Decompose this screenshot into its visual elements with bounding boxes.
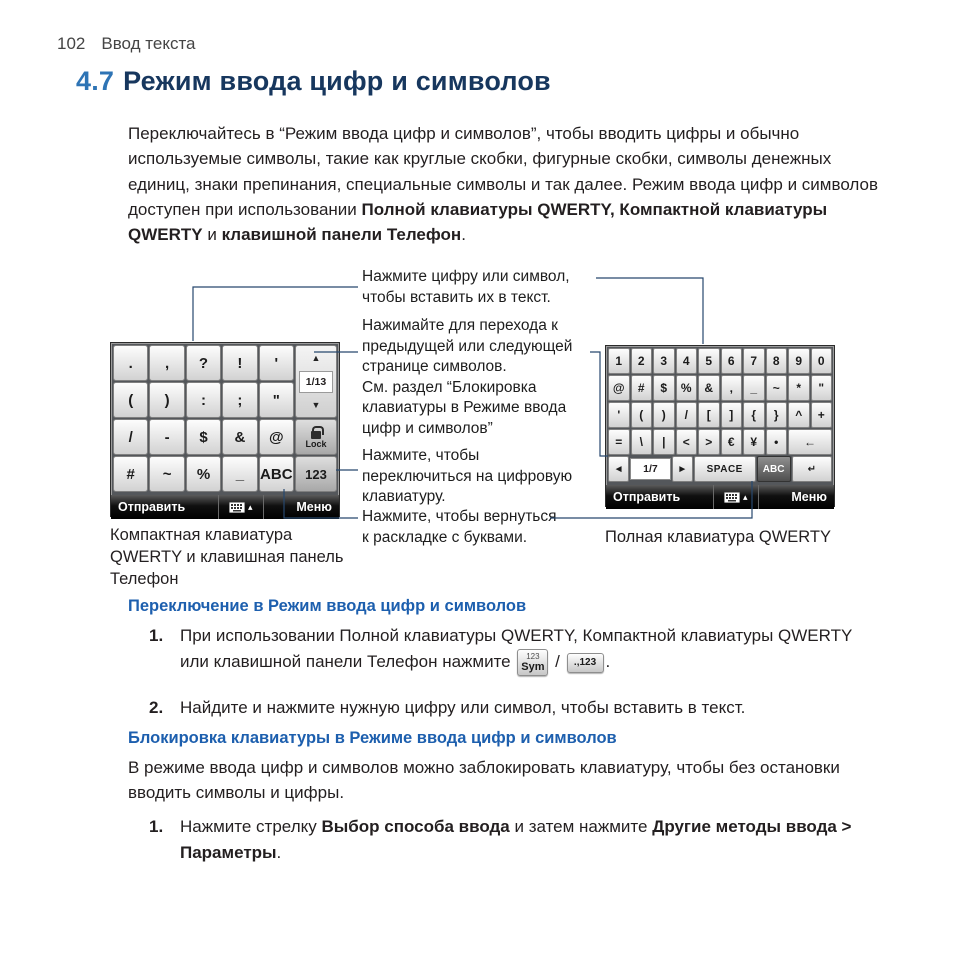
page-up-icon[interactable]: ▲: [311, 353, 321, 364]
key-?[interactable]: ?: [186, 345, 221, 381]
keyboard-row: [608, 402, 832, 428]
intro-paragraph: [128, 121, 890, 247]
key-{[interactable]: {: [743, 402, 765, 428]
step-text-part: /: [550, 652, 565, 671]
step-text-part: и затем нажмите: [509, 817, 653, 836]
lock-icon: [311, 431, 321, 439]
key-4[interactable]: 4: [676, 348, 698, 374]
full-keyboard-bottom-bar: [606, 485, 834, 509]
keyboard-icon: [229, 502, 245, 513]
step-bold-part: Другие методы ввода > Параметры: [180, 817, 852, 862]
compact-keyboard: [110, 342, 340, 517]
key-<[interactable]: <: [676, 429, 698, 455]
keyboard-row: [608, 429, 832, 455]
keyboard-row: [113, 419, 294, 455]
enter-key[interactable]: ↵: [792, 456, 832, 482]
step-bold-part: Выбор способа ввода: [321, 817, 510, 836]
key-([interactable]: (: [631, 402, 653, 428]
step-number: 1.: [149, 626, 164, 645]
next-page-key[interactable]: ►: [672, 456, 693, 482]
key-←[interactable]: ←: [788, 429, 832, 455]
key-#[interactable]: #: [113, 456, 148, 492]
selector-up-arrow-icon: ▴: [743, 491, 748, 502]
send-button[interactable]: Отправить: [118, 500, 186, 514]
key-5[interactable]: 5: [698, 348, 720, 374]
section-title: [76, 66, 551, 97]
callout-line-text: клавиатуру.: [362, 488, 446, 505]
key-@[interactable]: @: [608, 375, 630, 401]
key-*[interactable]: *: [788, 375, 810, 401]
sym-key-bottom-label: Sym: [521, 660, 545, 673]
sym-key-icon[interactable]: [517, 649, 548, 676]
sym-key-top-label: 123: [526, 651, 540, 661]
step-text: [180, 814, 880, 866]
section-title-text: Режим ввода цифр и символов: [123, 66, 551, 96]
key-_[interactable]: _: [222, 456, 257, 492]
keyboard-row: [113, 382, 294, 418]
callout-line-text: предыдущей или следующей: [362, 337, 573, 355]
page-indicator: 1/13: [299, 371, 333, 393]
step-text-part: .: [605, 652, 611, 671]
key-ABC[interactable]: ABC: [259, 456, 294, 492]
lock-intro-paragraph: В режиме ввода цифр и символов можно заблокировать клавиатуру, чтобы без остановки вводить символы и цифры.: [128, 758, 840, 803]
menu-button[interactable]: Меню: [791, 490, 827, 504]
section-number: 4.7: [76, 66, 115, 96]
compact-keyboard-keys: [111, 343, 339, 494]
page-number: 102: [57, 34, 86, 53]
intro-bold-1: Полной клавиатуры QWERTY, Компактной клавиатуры QWERTY: [128, 199, 828, 245]
key-|[interactable]: |: [653, 429, 675, 455]
callout-line-text: клавиатуры в Режиме ввода: [362, 399, 567, 416]
key-"[interactable]: ": [259, 382, 294, 418]
key-"[interactable]: ": [811, 375, 833, 401]
step-text: [180, 623, 880, 676]
keyboard-row: [113, 456, 294, 492]
keyboard-icon: [724, 492, 740, 503]
full-keyboard-caption: Полная клавиатура QWERTY: [605, 528, 831, 546]
send-button[interactable]: Отправить: [613, 490, 681, 504]
key-\[interactable]: \: [631, 429, 653, 455]
full-qwerty-keyboard: [605, 345, 835, 507]
callout-line-text: Нажмите, чтобы вернуться: [362, 508, 557, 525]
num123-key-icon[interactable]: .,123: [567, 653, 604, 673]
compact-keyboard-bottom-bar: [111, 495, 339, 519]
key-9[interactable]: 9: [788, 348, 810, 374]
step-item: [149, 623, 880, 676]
callout-line-text: странице символов.: [362, 358, 507, 375]
key-%[interactable]: %: [186, 456, 221, 492]
key-%[interactable]: %: [676, 375, 698, 401]
callout-page-navigation: [362, 316, 612, 439]
key-)[interactable]: ): [149, 382, 184, 418]
key-#[interactable]: #: [631, 375, 653, 401]
step-item: [149, 814, 880, 866]
key-@[interactable]: @: [259, 419, 294, 455]
input-method-selector[interactable]: [218, 495, 264, 519]
key-)[interactable]: ): [653, 402, 675, 428]
callout-line-text: к раскладке с буквами.: [362, 528, 528, 546]
key-~[interactable]: ~: [149, 456, 184, 492]
page-indicator: 1/7: [630, 458, 670, 480]
key-[[interactable]: [: [698, 402, 720, 428]
keyboard-row: [608, 348, 832, 374]
key-0[interactable]: 0: [811, 348, 833, 374]
lock-key[interactable]: [295, 419, 337, 455]
subsection-heading-lock: Блокировка клавиатуры в Режиме ввода цифр и символов: [128, 729, 617, 747]
key-2[interactable]: 2: [631, 348, 653, 374]
step-text: Найдите и нажмите нужную цифру или символ, чтобы вставить в текст.: [180, 698, 746, 717]
key-8[interactable]: 8: [766, 348, 788, 374]
menu-button[interactable]: Меню: [296, 500, 332, 514]
key-'[interactable]: ': [259, 345, 294, 381]
key-&[interactable]: &: [698, 375, 720, 401]
key-/[interactable]: /: [676, 402, 698, 428]
key-&[interactable]: &: [222, 419, 257, 455]
step-item: [149, 695, 880, 721]
key-.[interactable]: .: [113, 345, 148, 381]
key-¥[interactable]: ¥: [743, 429, 765, 455]
abc-mode-key[interactable]: ABC: [757, 456, 791, 482]
key-([interactable]: (: [113, 382, 148, 418]
subsection-heading-switch: Переключение в Режим ввода цифр и символов: [128, 597, 527, 615]
callout-numeric-keyboard: [362, 446, 612, 508]
lock-key-label: Lock: [305, 438, 327, 449]
callout-line-text: переключиться на цифровую: [362, 467, 573, 485]
key-^[interactable]: ^: [788, 402, 810, 428]
step-text-part: Нажмите стрелку: [180, 817, 322, 836]
prev-page-key[interactable]: ◄: [608, 456, 629, 482]
callout-line-text: См. раздел “Блокировка: [362, 378, 537, 396]
key-,[interactable]: ,: [149, 345, 184, 381]
key--[interactable]: -: [149, 419, 184, 455]
key->[interactable]: >: [698, 429, 720, 455]
key-}[interactable]: }: [766, 402, 788, 428]
key-•[interactable]: •: [766, 429, 788, 455]
keyboard-row: [608, 375, 832, 401]
key-$[interactable]: $: [186, 419, 221, 455]
key-6[interactable]: 6: [721, 348, 743, 374]
callout-line-text: Нажмите цифру или символ,: [362, 268, 570, 285]
selector-up-arrow-icon: ▴: [248, 501, 253, 512]
step-number: 1.: [149, 817, 164, 836]
step-text-part: .: [276, 843, 282, 862]
key-3[interactable]: 3: [653, 348, 675, 374]
callout-back-to-letters: [362, 507, 612, 548]
key-1[interactable]: 1: [608, 348, 630, 374]
step-number: 2.: [149, 698, 164, 717]
page-down-icon[interactable]: ▼: [311, 399, 321, 410]
key-][interactable]: ]: [721, 402, 743, 428]
intro-text-1: Переключайтесь в “Режим ввода цифр и символов”, чтобы вводить цифры и обычно используемые символы, такие как круглые скобки, фигурные скобки, символы денежных единиц, знаки препинания, специальные символы и так далее. Режим ввода цифр и символов доступен при использовании: [128, 124, 879, 219]
symbol-page-control[interactable]: [295, 345, 337, 418]
callout-line-text: цифр и символов”: [362, 419, 493, 437]
key-€[interactable]: €: [721, 429, 743, 455]
space-key[interactable]: SPACE: [694, 456, 756, 482]
callout-line-text: чтобы вставить их в текст.: [362, 288, 551, 306]
key-7[interactable]: 7: [743, 348, 765, 374]
key-$[interactable]: $: [653, 375, 675, 401]
key-'[interactable]: ': [608, 402, 630, 428]
key-_[interactable]: _: [743, 375, 765, 401]
callout-line-text: Нажмите, чтобы: [362, 447, 480, 464]
key-![interactable]: !: [222, 345, 257, 381]
key-:[interactable]: :: [186, 382, 221, 418]
running-header: [57, 34, 196, 54]
callout-line-text: Нажимайте для перехода к: [362, 317, 558, 334]
intro-text-2: и: [202, 225, 222, 245]
intro-bold-2: клавишной панели Телефон: [221, 225, 462, 245]
key-/[interactable]: /: [113, 419, 148, 455]
callout-insert-symbol: [362, 267, 612, 308]
input-method-selector[interactable]: [713, 485, 759, 509]
step-text-part: При использовании Полной клавиатуры QWERTY, Компактной клавиатуры QWERTY или клавишной панели Телефон нажмите: [180, 626, 853, 671]
key-~[interactable]: ~: [766, 375, 788, 401]
key-=[interactable]: =: [608, 429, 630, 455]
chapter-name: Ввод текста: [101, 34, 196, 53]
keyboard-nav-row: [608, 456, 832, 482]
key-;[interactable]: ;: [222, 382, 257, 418]
key-+[interactable]: +: [811, 402, 833, 428]
keyboard-row: [113, 345, 294, 381]
numeric-mode-key[interactable]: 123: [295, 456, 337, 492]
key-,[interactable]: ,: [721, 375, 743, 401]
intro-text-3: .: [461, 225, 466, 245]
full-keyboard-keys: [606, 346, 834, 484]
compact-keyboard-caption: Компактная клавиатура QWERTY и клавишная панель Телефон: [110, 526, 344, 588]
